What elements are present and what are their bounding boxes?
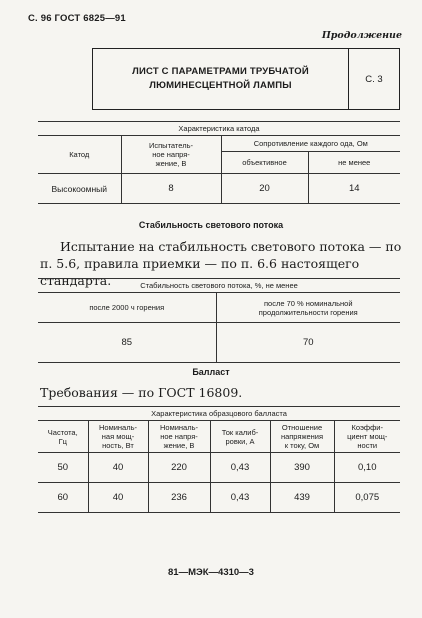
cell-after-2000h: 85 [38, 323, 216, 363]
cell-calibration-current: 0,43 [210, 483, 270, 513]
stability-table-caption: Стабильность светового потока, %, не менее [38, 279, 400, 293]
cell-rated-power: 40 [88, 453, 148, 483]
cell-frequency: 50 [38, 453, 88, 483]
cell-cathode-type: Высокоомный [38, 174, 121, 204]
cell-power-factor: 0,10 [334, 453, 400, 483]
col-test-voltage: Испытатель- ное напря- жение, В [121, 136, 221, 174]
cell-rated-voltage: 220 [148, 453, 210, 483]
col-resistance: Сопротивление каждого ода, Ом [221, 136, 400, 152]
cell-rated-power: 40 [88, 483, 148, 513]
ballast-table [38, 406, 400, 513]
col-cathode: Катод [38, 136, 121, 174]
table-row [38, 483, 400, 513]
cell-objective: 20 [221, 174, 308, 204]
col-rated-voltage: Номиналь- ное напря- жение, В [148, 421, 210, 453]
cell-voltage-current-ratio: 439 [270, 483, 334, 513]
col-frequency: Частота, Гц [38, 421, 88, 453]
col-min: не менее [308, 152, 400, 174]
col-after-2000h: после 2000 ч горения [38, 293, 216, 323]
ballast-heading: Балласт [192, 367, 230, 377]
cell-power-factor: 0,075 [334, 483, 400, 513]
cell-min: 14 [308, 174, 400, 204]
cell-voltage-current-ratio: 390 [270, 453, 334, 483]
sheet-title-box [92, 48, 400, 110]
cell-calibration-current: 0,43 [210, 453, 270, 483]
sheet-page-number: С. 3 [365, 73, 383, 85]
cathode-table-caption: Характеристика катода [38, 122, 400, 136]
page-footer-code: 81—МЭК—4310—3 [168, 567, 254, 578]
col-rated-power: Номиналь- ная мощ- ность, Вт [88, 421, 148, 453]
ballast-table-caption: Характеристика образцового балласта [38, 407, 400, 421]
cell-frequency: 60 [38, 483, 88, 513]
col-after-70pct: после 70 % номинальной продолжительности горения [216, 293, 400, 323]
col-objective: объективное [221, 152, 308, 174]
col-power-factor: Коэффи- циент мощ- ности [334, 421, 400, 453]
ballast-text: Требования — по ГОСТ 16809. [40, 385, 243, 400]
col-voltage-current-ratio: Отношение напряжения к току, Ом [270, 421, 334, 453]
table-row [38, 453, 400, 483]
sheet-title: ЛИСТ С ПАРАМЕТРАМИ ТРУБЧАТОЙ ЛЮМИНЕСЦЕНТНОЙ ЛАМПЫ [132, 66, 309, 91]
stability-text: Испытание на стабильность светового потока — по п. 5.6, правила приемки — по п. 6.6 настоящего стандарта. [40, 239, 402, 288]
continuation-label: Продолжение [321, 30, 402, 41]
stability-table [38, 278, 400, 363]
document-code: С. 96 ГОСТ 6825—91 [28, 13, 126, 24]
cell-after-70pct: 70 [216, 323, 400, 363]
cell-rated-voltage: 236 [148, 483, 210, 513]
col-calibration-current: Ток калиб- ровки, А [210, 421, 270, 453]
cell-test-voltage: 8 [121, 174, 221, 204]
cathode-table [38, 121, 400, 204]
stability-heading: Стабильность светового потока [138, 220, 284, 230]
